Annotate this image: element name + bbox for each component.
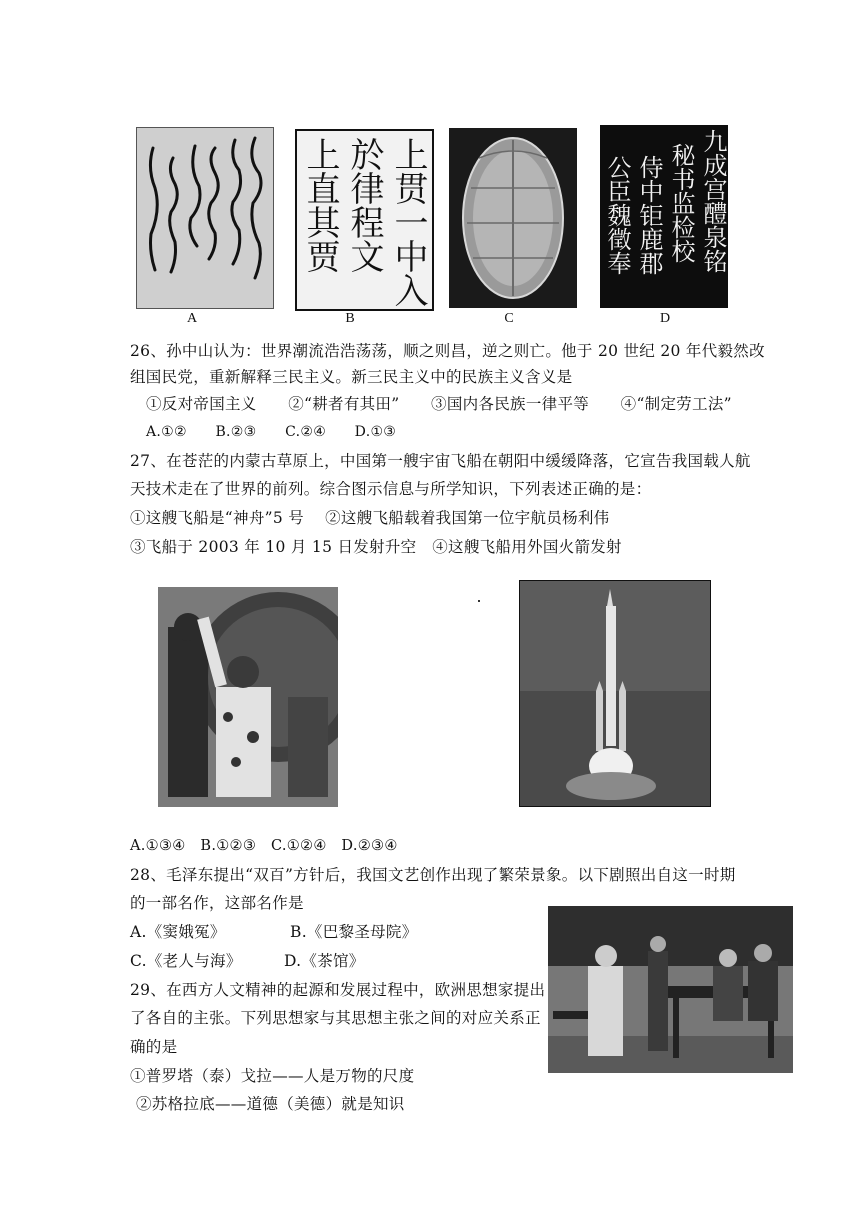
astronaut-scene-drawing <box>158 587 338 807</box>
q26-stem-line-1: 26、孙中山认为：世界潮流浩浩荡荡，顺之则昌，逆之则亡。他于 20 世纪 20 年代毅然改 <box>130 342 765 360</box>
image-d-stele-rubbing <box>600 125 728 308</box>
q26-stem-line-2: 组国民党，重新解释三民主义。新三民主义中的民族主义含义是 <box>130 368 573 386</box>
caption-d: D <box>659 311 671 326</box>
photo-rocket-launch <box>519 580 711 807</box>
q27-statement-1-2: ①这艘飞船是“神舟”5 号 ②这艘飞船载着我国第一位宇航员杨利伟 <box>130 509 610 527</box>
q29-stem-line-2: 了各自的主张。下列思想家与其思想主张之间的对应关系正 <box>130 1009 541 1027</box>
caption-b: B <box>345 311 355 326</box>
stele-column-2: 秘书监检校 <box>667 143 695 263</box>
q28-option-a: A.《窦娥冤》 <box>130 923 226 941</box>
q27-options: A.①③④ B.①②③ C.①②④ D.②③④ <box>130 838 398 854</box>
calligraphy-strokes <box>137 128 273 308</box>
q27-stem-line-1: 27、在苍茫的内蒙古草原上，中国第一艘宇宙飞船在朝阳中缓缓降落，它宣告我国载人航 <box>130 452 751 470</box>
q28-option-b: B.《巴黎圣母院》 <box>290 923 418 941</box>
image-a-cursive-calligraphy <box>136 127 274 309</box>
stele-column-3: 侍中钜鹿郡 <box>635 155 663 275</box>
q28-stem-line-1: 28、毛泽东提出“双百”方针后，我国文艺创作出现了繁荣景象。以下剧照出自这一时期 <box>130 866 736 884</box>
q27-stem-line-2: 天技术走在了世界的前列。综合图示信息与所学知识，下列表述正确的是： <box>130 480 652 498</box>
stele-column-1: 九成宫醴泉铭 <box>699 129 727 273</box>
q29-statement-1: ①普罗塔（泰）戈拉——人是万物的尺度 <box>130 1067 415 1085</box>
image-c-oracle-bone-shell <box>449 128 577 308</box>
stray-mark <box>478 600 480 602</box>
q28-option-c: C.《老人与海》 <box>130 952 242 970</box>
photo-teahouse-stage <box>548 906 793 1073</box>
image-b-clerical-script <box>295 129 434 311</box>
script-column-1: 上贯一中入 <box>388 137 428 307</box>
q26-options: A.①② B.②③ C.②④ D.①③ <box>146 424 397 440</box>
stele-column-4: 公臣魏徵奉 <box>603 155 631 275</box>
q29-stem-line-3: 确的是 <box>130 1038 178 1056</box>
caption-a: A <box>186 311 198 326</box>
script-column-2: 於律程文 <box>344 137 384 273</box>
q28-stem-line-2: 的一部名作，这部名作是 <box>130 894 304 912</box>
teahouse-scene-drawing <box>548 906 793 1073</box>
rocket-drawing <box>520 581 710 806</box>
q29-stem-line-1: 29、在西方人文精神的起源和发展过程中，欧洲思想家提出 <box>130 981 546 999</box>
tortoise-shell-drawing <box>449 128 577 308</box>
q29-statement-2: ②苏格拉底——道德（美德）就是知识 <box>136 1095 405 1113</box>
caption-c: C <box>504 311 514 326</box>
q26-items: ①反对帝国主义 ②“耕者有其田” ③国内各民族一律平等 ④“制定劳工法” <box>146 395 732 413</box>
script-column-3: 上直其贾 <box>300 137 340 273</box>
q28-option-d: D.《茶馆》 <box>284 952 365 970</box>
photo-astronaut-landing <box>158 587 338 807</box>
q27-statement-3-4: ③飞船于 2003 年 10 月 15 日发射升空 ④这艘飞船用外国火箭发射 <box>130 538 622 556</box>
